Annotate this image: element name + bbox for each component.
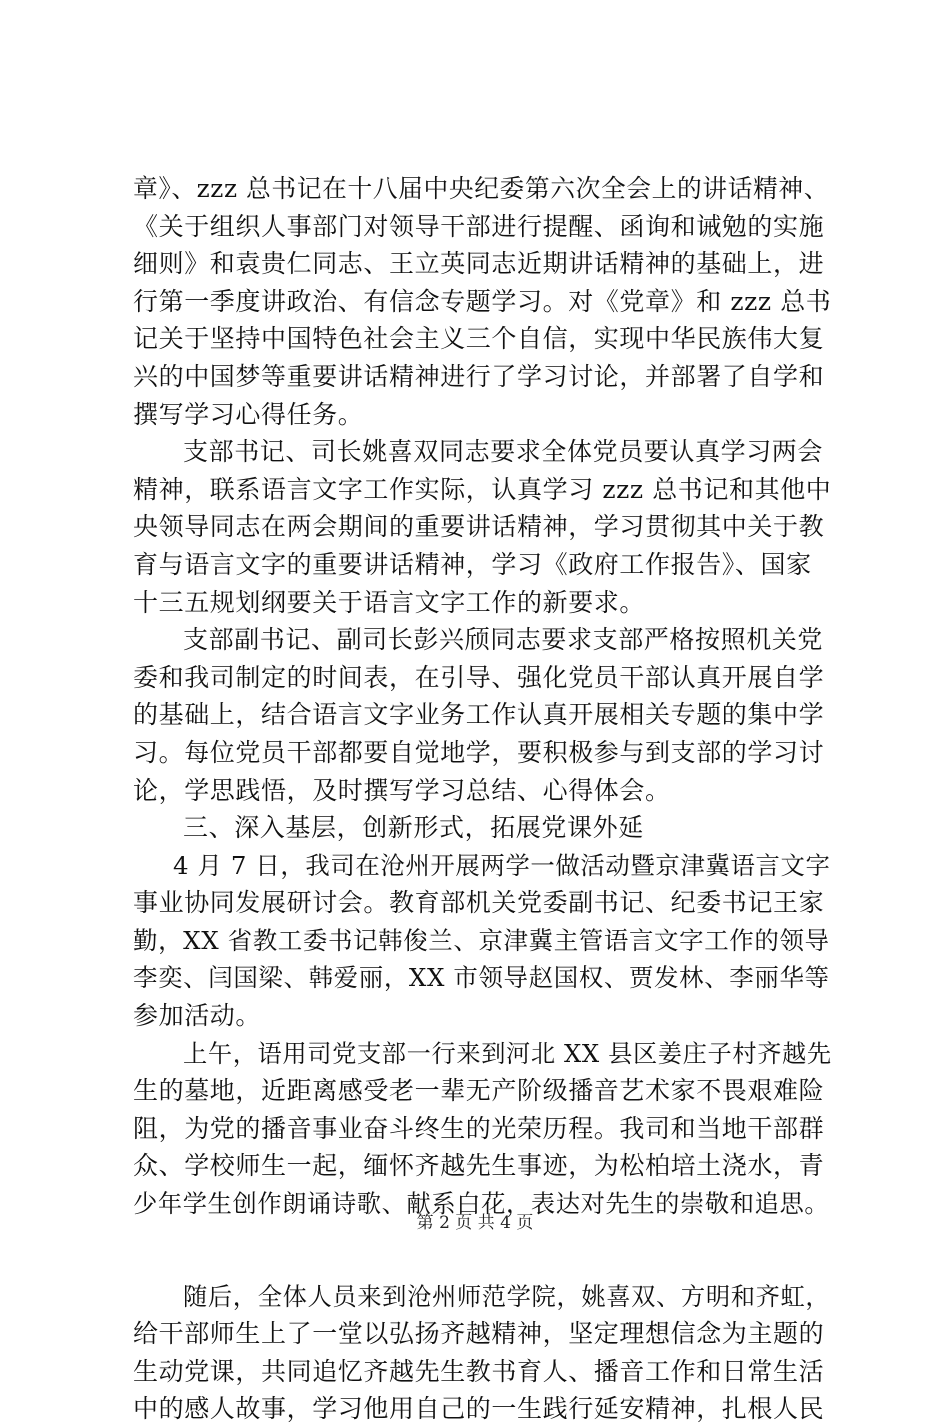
text-line: 参加活动。 xyxy=(133,1001,262,1031)
heading-line: 三、深入基层，创新形式，拓展党课外延 xyxy=(183,813,644,843)
text-line: 少年学生创作朗诵诗歌、献系白花，表达对先生的崇敬和追思。 xyxy=(133,1189,830,1219)
paragraph xyxy=(133,1278,833,1428)
text-line: 细则》和袁贵仁同志、王立英同志近期讲话精神的基础上，进 xyxy=(133,249,825,279)
text-line: 委和我司制定的时间表，在引导、强化党员干部认真开展自学 xyxy=(133,662,825,692)
section-heading xyxy=(133,809,833,847)
text-line: 兴的中国梦等重要讲话精神进行了学习讨论，并部署了自学和 xyxy=(133,361,825,391)
text-line: 章》、zzz 总书记在十八届中央纪委第六次全会上的讲话精神、 xyxy=(133,174,830,203)
text-line: 记关于坚持中国特色社会主义三个自信，实现中华民族伟大复 xyxy=(133,324,825,354)
paragraph xyxy=(133,433,833,621)
text-line: 行第一季度讲政治、有信念专题学习。对《党章》和 zzz 总书 xyxy=(133,286,832,316)
text-line: 《关于组织人事部门对领导干部进行提醒、函询和诫勉的实施 xyxy=(133,211,825,241)
text-line: 阻，为党的播音事业奋斗终生的光荣历程。我司和当地干部群 xyxy=(133,1113,825,1143)
text-line: 精神，联系语言文字工作实际，认真学习 zzz 总书记和其他中 xyxy=(133,474,832,504)
page-footer: 第 2 页 共 4 页 xyxy=(416,1213,534,1233)
text-line: 给干部师生上了一堂以弘扬齐越精神，坚定理想信念为主题的 xyxy=(133,1319,825,1349)
text-line: 事业协同发展研讨会。教育部机关党委副书记、纪委书记王家 xyxy=(133,888,825,918)
text-line: 生动党课，共同追忆齐越先生教书育人、播音工作和日常生活 xyxy=(133,1356,825,1386)
text-line: 勤，XX 省教工委书记韩俊兰、京津冀主管语言文字工作的领导 xyxy=(133,925,830,955)
text-line: 随后，全体人员来到沧州师范学院，姚喜双、方明和齐虹， xyxy=(183,1281,831,1311)
paragraph xyxy=(133,1035,833,1223)
text-line: 论，学思践悟，及时撰写学习总结、心得体会。 xyxy=(133,775,671,805)
text-line: 支部书记、司长姚喜双同志要求全体党员要认真学习两会 xyxy=(183,437,824,467)
paragraph xyxy=(133,621,833,809)
text-line: 十三五规划纲要关于语言文字工作的新要求。 xyxy=(133,587,646,617)
text-line: 中的感人故事，学习他用自己的一生践行延安精神，扎根人民 xyxy=(133,1394,825,1424)
text-line: 央领导同志在两会期间的重要讲话精神，学习贯彻其中关于教 xyxy=(133,512,825,542)
text-line: 生的墓地，近距离感受老一辈无产阶级播音艺术家不畏艰难险 xyxy=(133,1076,825,1106)
paragraph xyxy=(133,847,833,1035)
text-line: 育与语言文字的重要讲话精神，学习《政府工作报告》、国家 xyxy=(133,549,812,579)
text-line: 习。每位党员干部都要自觉地学，要积极参与到支部的学习讨 xyxy=(133,737,825,767)
text-line: 支部副书记、副司长彭兴颀同志要求支部严格按照机关党 xyxy=(183,625,824,655)
document-body xyxy=(133,170,833,1428)
text-line: 上午，语用司党支部一行来到河北 XX 县区姜庄子村齐越先 xyxy=(183,1038,832,1068)
text-line: 的基础上，结合语言文字业务工作认真开展相关专题的集中学 xyxy=(133,700,825,730)
text-line: 4 月 7 日，我司在沧州开展两学一做活动暨京津冀语言文字 xyxy=(173,850,831,880)
paragraph xyxy=(133,170,833,433)
text-line: 撰写学习心得任务。 xyxy=(133,399,364,429)
text-line: 李奕、闫国梁、韩爱丽，XX 市领导赵国权、贾发林、李丽华等 xyxy=(133,963,830,993)
text-line: 众、学校师生一起，缅怀齐越先生事迹，为松柏培土浇水，青 xyxy=(133,1151,825,1181)
